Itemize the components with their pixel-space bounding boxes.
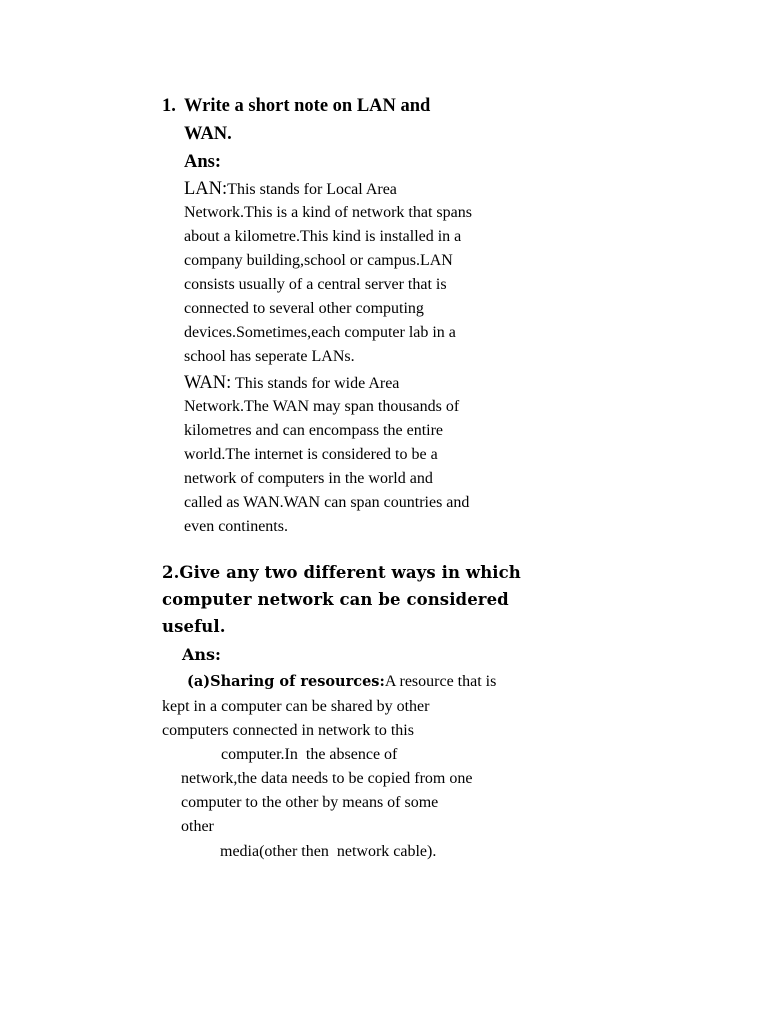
wan-line: world.The internet is considered to be a	[184, 446, 438, 463]
wan-line: called as WAN.WAN can span countries and	[184, 494, 470, 511]
question-1-number: 1.	[162, 96, 176, 116]
question-1-ans-label: Ans:	[184, 152, 222, 172]
wan-term: WAN:	[184, 373, 232, 393]
item-a-line: A resource that is	[384, 673, 497, 690]
wan-line: network of computers in the world and	[184, 470, 433, 487]
lan-line: consists usually of a central server that is	[184, 276, 447, 293]
wan-line: Network.The WAN may span thousands of	[184, 398, 460, 415]
question-2-line-1: 2.Give any two different ways in which	[162, 563, 521, 582]
item-a-line: kept in a computer can be shared by other	[162, 698, 430, 715]
question-1-line-1: Write a short note on LAN and	[184, 96, 431, 116]
item-a-line: computer.In the absence of	[221, 746, 398, 763]
item-a-line: network,the data needs to be copied from one	[181, 770, 473, 787]
lan-line: about a kilometre.This kind is installed in a	[184, 228, 462, 245]
lan-term: LAN:	[184, 179, 228, 199]
item-a-line: computers connected in network to this	[162, 722, 414, 739]
wan-line: even continents.	[184, 518, 288, 535]
item-a-line-1	[187, 674, 496, 690]
question-2-line-2: computer network can be considered	[162, 590, 509, 609]
question-2-ans-label: Ans:	[182, 645, 221, 664]
lan-line: school has seperate LANs.	[184, 348, 355, 365]
wan-line: This stands for wide Area	[231, 375, 400, 392]
item-a-line: media(other then network cable).	[220, 843, 437, 860]
item-a-line: computer to the other by means of some	[181, 794, 439, 811]
item-a-line: other	[181, 818, 214, 835]
item-a-heading: (a)Sharing of resources:	[187, 673, 385, 690]
lan-line: This stands for Local Area	[227, 181, 397, 198]
lan-paragraph-line-1	[184, 180, 397, 199]
wan-line: kilometres and can encompass the entire	[184, 422, 444, 439]
lan-line: connected to several other computing	[184, 300, 424, 317]
question-1-line-2: WAN.	[184, 124, 232, 144]
lan-line: company building,school or campus.LAN	[184, 252, 453, 269]
question-2-line-3: useful.	[162, 617, 226, 636]
lan-line: devices.Sometimes,each computer lab in a	[184, 324, 456, 341]
wan-paragraph-line-1	[184, 374, 399, 393]
lan-line: Network.This is a kind of network that spans	[184, 204, 472, 221]
